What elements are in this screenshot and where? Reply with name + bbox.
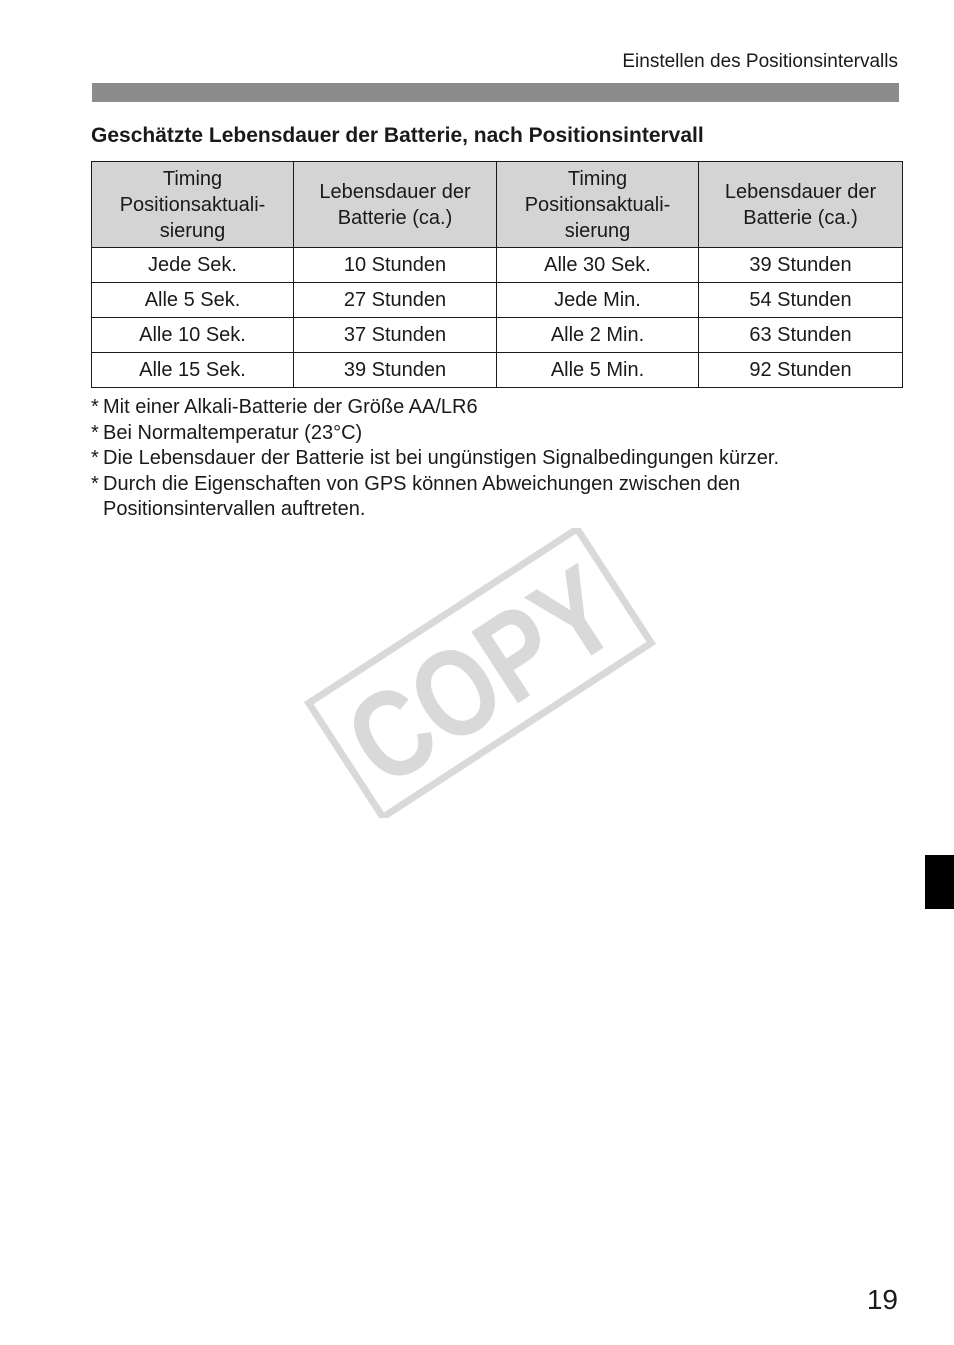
- table-cell: 54 Stunden: [699, 283, 903, 318]
- table-cell: Jede Sek.: [92, 248, 294, 283]
- table-row: [92, 248, 903, 283]
- table-cell: 92 Stunden: [699, 353, 903, 388]
- table-cell: Alle 5 Min.: [497, 353, 699, 388]
- table-cell: Jede Min.: [497, 283, 699, 318]
- table-cell: Alle 15 Sek.: [92, 353, 294, 388]
- footnote: [91, 446, 901, 472]
- table-row: [92, 283, 903, 318]
- column-header: Timing Positionsaktuali-sierung: [497, 162, 699, 248]
- footnote-marker: *: [91, 396, 99, 418]
- table-cell: 39 Stunden: [294, 353, 497, 388]
- table-row: [92, 318, 903, 353]
- section-title: Geschätzte Lebensdauer der Batterie, nach Positionsintervall: [91, 124, 704, 147]
- footnote-marker: *: [91, 447, 99, 469]
- table-cell: 10 Stunden: [294, 248, 497, 283]
- table-cell: Alle 2 Min.: [497, 318, 699, 353]
- copy-watermark: [300, 528, 660, 818]
- footnote-text: Durch die Eigenschaften von GPS können Abweichungen zwischen den Positionsintervallen auftreten.: [103, 472, 741, 520]
- footnote: [91, 421, 901, 447]
- footnote: [91, 472, 901, 523]
- table-cell: Alle 5 Sek.: [92, 283, 294, 318]
- table-cell: 39 Stunden: [699, 248, 903, 283]
- footnote-text: Mit einer Alkali-Batterie der Größe AA/LR6: [103, 396, 478, 418]
- table-row: [92, 353, 903, 388]
- column-header: Lebensdauer der Batterie (ca.): [699, 162, 903, 248]
- battery-life-table: [91, 161, 903, 388]
- watermark-text: COPY: [323, 539, 641, 813]
- footnote: [91, 395, 901, 421]
- table-cell: 63 Stunden: [699, 318, 903, 353]
- table-cell: Alle 30 Sek.: [497, 248, 699, 283]
- table-cell: 37 Stunden: [294, 318, 497, 353]
- column-header: Lebensdauer der Batterie (ca.): [294, 162, 497, 248]
- column-header: Timing Positionsaktuali-sierung: [92, 162, 294, 248]
- footnote-text: Die Lebensdauer der Batterie ist bei ungünstigen Signalbedingungen kürzer.: [103, 447, 780, 469]
- table-cell: 27 Stunden: [294, 283, 497, 318]
- footnote-marker: *: [91, 472, 99, 495]
- table-cell: Alle 10 Sek.: [92, 318, 294, 353]
- footnote-text: Bei Normaltemperatur (23°C): [103, 421, 363, 444]
- table-header-row: [92, 162, 903, 248]
- chapter-thumb-tab: [925, 855, 954, 909]
- header-bar: [92, 83, 899, 102]
- footnotes: [91, 395, 901, 523]
- running-header: Einstellen des Positionsintervalls: [622, 51, 898, 72]
- page-number: 19: [866, 1284, 898, 1315]
- footnote-marker: *: [91, 421, 99, 444]
